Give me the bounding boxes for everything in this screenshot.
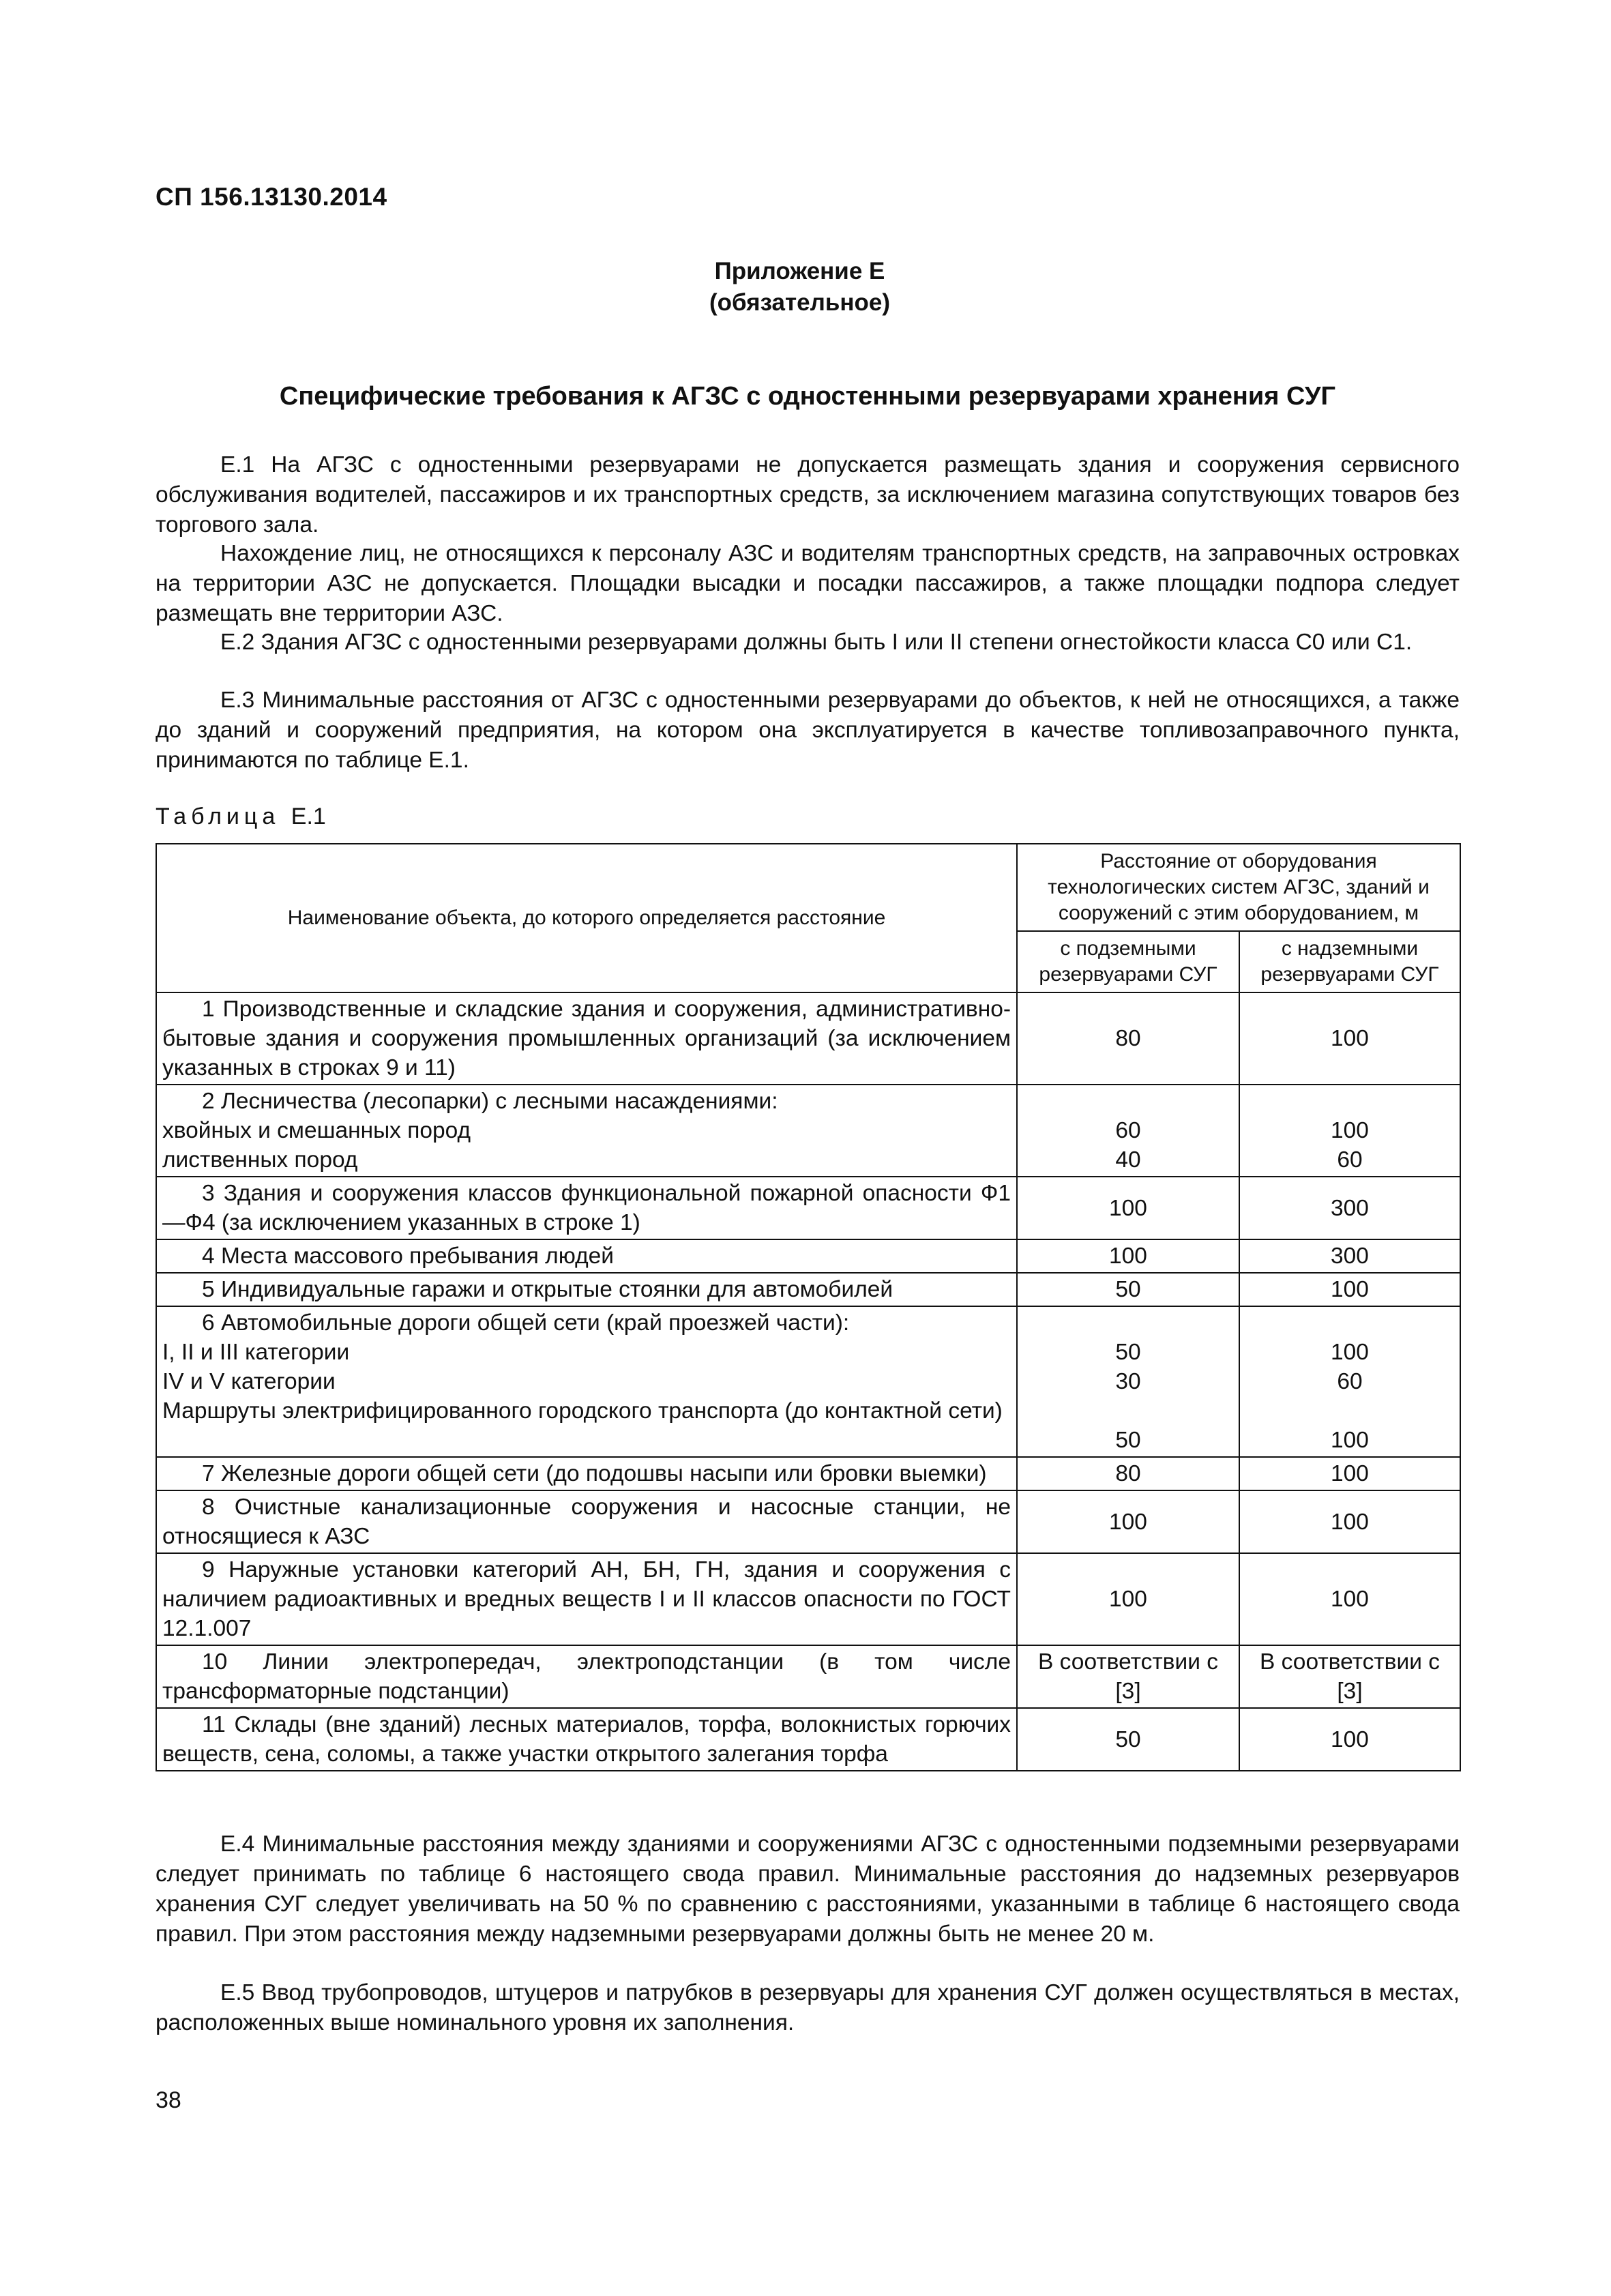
appendix-title: Приложение Е xyxy=(714,258,885,284)
row-name: 2 Лесничества (лесопарки) с лесными насаждениями: xyxy=(202,1089,778,1114)
row-name: 5 Индивидуальные гаражи и открытые стоянки для автомобилей xyxy=(202,1277,893,1302)
row-value-aboveground: 100 xyxy=(1239,1553,1460,1645)
row-value-aboveground: 100 xyxy=(1239,992,1460,1085)
table-row xyxy=(156,1177,1460,1239)
row-value-underground: 30 xyxy=(1115,1369,1141,1394)
header-underground: с подземными резервуарами СУГ xyxy=(1017,931,1239,992)
row-value-aboveground: 60 xyxy=(1337,1369,1363,1394)
row-name: 4 Места массового пребывания людей xyxy=(202,1243,614,1269)
row-value-underground: 50 xyxy=(1115,1428,1141,1453)
row-value-aboveground: 100 xyxy=(1331,1340,1369,1365)
row-value-aboveground: 300 xyxy=(1239,1177,1460,1239)
header-distance: Расстояние от оборудования технологических систем АГЗС, зданий и сооружений с этим оборудованием, м xyxy=(1017,844,1460,931)
table-caption-word: Таблица xyxy=(156,804,280,829)
header-object-name: Наименование объекта, до которого определяется расстояние xyxy=(156,844,1017,992)
row-value-underground: 60 xyxy=(1115,1118,1141,1143)
table-row xyxy=(156,1457,1460,1490)
row-value-aboveground: 100 xyxy=(1331,1118,1369,1143)
row-subitem: хвойных и смешанных пород xyxy=(162,1118,471,1143)
row-value-underground: 40 xyxy=(1115,1147,1141,1173)
row-value-underground: 100 xyxy=(1017,1177,1239,1239)
paragraph-e1: Е.1 На АГЗС с одностенными резервуарами не допускается размещать здания и сооружения сервисного обслуживания водителей, пассажиров и их транспортных средств, за исключением магазина сопутствующих товаров без торгового зала. xyxy=(156,452,1460,538)
table-caption-number: Е.1 xyxy=(291,804,326,829)
table-row xyxy=(156,1490,1460,1553)
row-value-aboveground: 100 xyxy=(1239,1708,1460,1771)
row-name: 11 Склады (вне зданий) лесных материалов, торфа, волокнистых горючих веществ, сена, соломы, а также участки открытого залегания торфа xyxy=(162,1712,1011,1767)
row-value-aboveground: 100 xyxy=(1331,1428,1369,1453)
header-aboveground: с надземными резервуарами СУГ xyxy=(1239,931,1460,992)
row-value-underground: 100 xyxy=(1017,1490,1239,1553)
document-code: СП 156.13130.2014 xyxy=(156,183,387,211)
row-name: 9 Наружные установки категорий АН, БН, ГН, здания и сооружения с наличием радиоактивных и вредных веществ I и II классов опасности по ГОСТ 12.1.007 xyxy=(162,1557,1011,1641)
paragraph-e2: Е.2 Здания АГЗС с одностенными резервуарами должны быть I или II степени огнестойкости класса С0 или С1. xyxy=(220,630,1413,655)
row-value-aboveground: 300 xyxy=(1239,1239,1460,1273)
row-value-underground: 80 xyxy=(1017,1457,1239,1490)
row-subitem: I, II и III категории xyxy=(162,1340,350,1365)
paragraph-e1-continued: Нахождение лиц, не относящихся к персоналу АЗС и водителям транспортных средств, на заправочных островках на территории АЗС не допускается. Площадки высадки и посадки пассажиров, а также площадки подпора следует размещать вне территории АЗС. xyxy=(156,541,1460,626)
table-row xyxy=(156,1306,1460,1457)
row-value-underground: 80 xyxy=(1017,992,1239,1085)
row-value-underground: 100 xyxy=(1017,1239,1239,1273)
table-row xyxy=(156,992,1460,1085)
row-subitem: Маршруты электрифицированного городского транспорта (до контактной сети) xyxy=(162,1398,1003,1424)
row-value-aboveground: 100 xyxy=(1239,1457,1460,1490)
page-number: 38 xyxy=(156,2087,181,2113)
row-name: 3 Здания и сооружения классов функциональной пожарной опасности Ф1—Ф4 (за исключением указанных в строке 1) xyxy=(162,1181,1011,1235)
row-value-aboveground: 100 xyxy=(1239,1273,1460,1306)
paragraph-e3: Е.3 Минимальные расстояния от АГЗС с одностенными резервуарами до объектов, к ней не относящихся, а также до зданий и сооружений предприятия, на котором она эксплуатируется в качестве топливозаправочного пункта, принимаются по таблице Е.1. xyxy=(156,688,1460,773)
row-name: 7 Железные дороги общей сети (до подошвы насыпи или бровки выемки) xyxy=(202,1461,987,1486)
table-row xyxy=(156,1708,1460,1771)
table-row xyxy=(156,1553,1460,1645)
distance-table xyxy=(156,843,1461,1771)
paragraph-e5: Е.5 Ввод трубопроводов, штуцеров и патрубков в резервуары для хранения СУГ должен осуществляться в местах, расположенных выше номинального уровня их заполнения. xyxy=(156,1980,1460,2035)
row-name: 10 Линии электропередач, электроподстанции (в том числе трансформаторные подстанции) xyxy=(162,1649,1011,1704)
row-value-underground: 50 xyxy=(1115,1340,1141,1365)
row-name: 1 Производственные и складские здания и сооружения, административно-бытовые здания и сооружения промышленных организаций (за исключением указанных в строках 9 и 11) xyxy=(162,997,1011,1080)
row-value-aboveground: В соответствии с [3] xyxy=(1239,1645,1460,1708)
table-row xyxy=(156,1085,1460,1177)
row-value-underground: 50 xyxy=(1017,1708,1239,1771)
paragraph-e4: Е.4 Минимальные расстояния между зданиями и сооружениями АГЗС с одностенными подземными резервуарами следует принимать по таблице 6 настоящего свода правил. Минимальные расстояния до надземных резервуаров хранения СУГ следует увеличивать на 50 % по сравнению с расстояниями, указанными в таблице 6 настоящего свода правил. При этом расстояния между надземными резервуарами должны быть не менее 20 м. xyxy=(156,1831,1460,1947)
row-value-underground: В соответствии с [3] xyxy=(1017,1645,1239,1708)
table-row xyxy=(156,1273,1460,1306)
table-row xyxy=(156,1239,1460,1273)
row-name: 6 Автомобильные дороги общей сети (край проезжей части): xyxy=(202,1310,850,1336)
table-row xyxy=(156,1645,1460,1708)
appendix-status: (обязательное) xyxy=(709,289,890,316)
row-value-aboveground: 60 xyxy=(1337,1147,1363,1173)
table-caption xyxy=(156,804,326,830)
section-title: Специфические требования к АГЗС с одностенными резервуарами хранения СУГ xyxy=(279,382,1336,411)
row-value-aboveground: 100 xyxy=(1239,1490,1460,1553)
row-value-underground: 100 xyxy=(1017,1553,1239,1645)
row-subitem: IV и V категории xyxy=(162,1369,336,1394)
row-subitem: лиственных пород xyxy=(162,1147,358,1173)
row-value-underground: 50 xyxy=(1017,1273,1239,1306)
row-name: 8 Очистные канализационные сооружения и насосные станции, не относящиеся к АЗС xyxy=(162,1495,1011,1549)
